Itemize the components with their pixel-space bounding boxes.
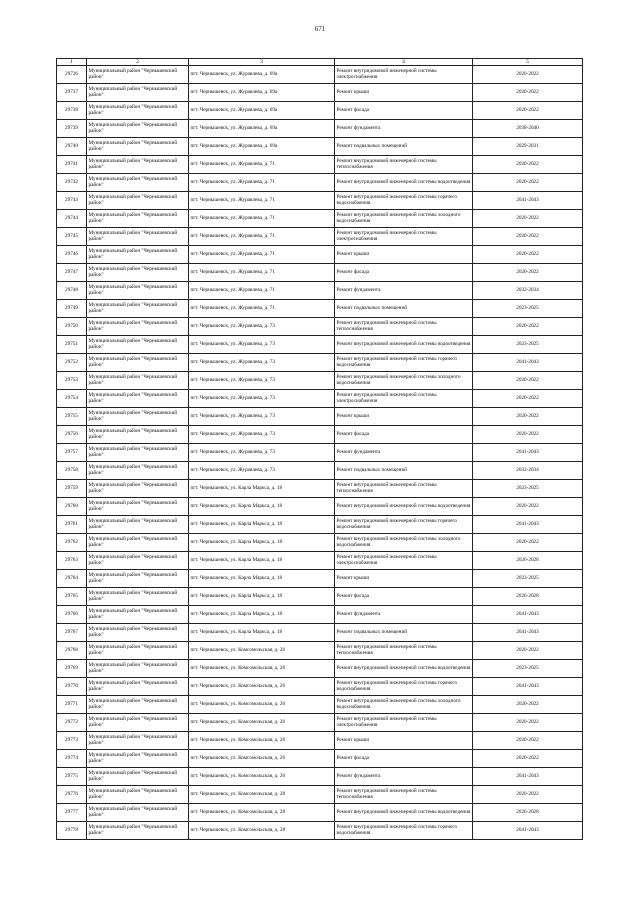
work-type-cell: Ремонт внутридомовой инженерной системы холодного водоснабжения [335,210,473,228]
table-row [57,300,583,318]
work-type-cell: Ремонт фундамента [335,606,473,624]
district-cell: Муниципальный район "Чернышевский район" [87,66,189,84]
row-number-cell: 29766 [57,606,87,624]
table-row [57,264,583,282]
address-cell: пгт. Чернышевск, ул. Журавлева, д. 73 [189,426,335,444]
table-row [57,408,583,426]
work-type-cell: Ремонт подвальных помещений [335,300,473,318]
work-type-cell: Ремонт крыши [335,84,473,102]
address-cell: пгт. Чернышевск, ул. Комсомольская, д. 26 [189,678,335,696]
registry-table [56,58,583,840]
table-row [57,318,583,336]
work-type-cell: Ремонт подвальных помещений [335,138,473,156]
work-type-cell: Ремонт внутридомовой инженерной системы водоотведения [335,498,473,516]
work-type-cell: Ремонт внутридомовой инженерной системы водоотведения [335,174,473,192]
address-cell: пгт. Чернышевск, ул. Журавлева, д. 73 [189,390,335,408]
work-type-cell: Ремонт внутридомовой инженерной системы теплоснабжения [335,786,473,804]
work-type-cell: Ремонт внутридомовой инженерной системы водоотведения [335,336,473,354]
table-row [57,102,583,120]
address-cell: пгт. Чернышевск, ул. Комсомольская, д. 28 [189,804,335,822]
district-cell: Муниципальный район "Чернышевский район" [87,732,189,750]
row-number-cell: 29769 [57,660,87,678]
work-type-cell: Ремонт фундамента [335,768,473,786]
row-number-cell: 29747 [57,264,87,282]
table-row [57,660,583,678]
work-type-cell: Ремонт фундамента [335,282,473,300]
address-cell: пгт. Чернышевск, ул. Журавлева, д. 71 [189,174,335,192]
address-cell: пгт. Чернышевск, ул. Карла Маркса, д. 18 [189,516,335,534]
period-cell: 2032-2034 [473,462,583,480]
period-cell: 2023-2025 [473,300,583,318]
period-cell: 2032-2034 [473,282,583,300]
address-cell: пгт. Чернышевск, ул. Комсомольская, д. 28 [189,786,335,804]
row-number-cell: 29756 [57,426,87,444]
row-number-cell: 29748 [57,282,87,300]
address-cell: пгт. Чернышевск, ул. Комсомольская, д. 26 [189,660,335,678]
address-cell: пгт. Чернышевск, ул. Журавлева, д. 69а [189,102,335,120]
district-cell: Муниципальный район "Чернышевский район" [87,390,189,408]
table-row [57,426,583,444]
address-cell: пгт. Чернышевск, ул. Журавлева, д. 73 [189,318,335,336]
district-cell: Муниципальный район "Чернышевский район" [87,300,189,318]
table-row [57,786,583,804]
district-cell: Муниципальный район "Чернышевский район" [87,192,189,210]
table-row [57,822,583,840]
row-number-cell: 29738 [57,102,87,120]
row-number-cell: 29764 [57,570,87,588]
work-type-cell: Ремонт крыши [335,408,473,426]
page-number: 671 [314,25,326,33]
period-cell: 2041-2043 [473,678,583,696]
table-row [57,570,583,588]
address-cell: пгт. Чернышевск, ул. Журавлева, д. 71 [189,264,335,282]
table-row [57,336,583,354]
work-type-cell: Ремонт внутридомовой инженерной системы электроснабжения [335,228,473,246]
work-type-cell: Ремонт внутридомовой инженерной системы водоотведения [335,804,473,822]
district-cell: Муниципальный район "Чернышевский район" [87,642,189,660]
period-cell: 2020-2022 [473,696,583,714]
table-row [57,156,583,174]
work-type-cell: Ремонт внутридомовой инженерной системы горячего водоснабжения [335,516,473,534]
row-number-cell: 29749 [57,300,87,318]
table-row [57,66,583,84]
period-cell: 2020-2022 [473,174,583,192]
address-cell: пгт. Чернышевск, ул. Журавлева, д. 73 [189,408,335,426]
address-cell: пгт. Чернышевск, ул. Карла Маркса, д. 18 [189,480,335,498]
period-cell: 2023-2025 [473,480,583,498]
period-cell: 2020-2022 [473,210,583,228]
district-cell: Муниципальный район "Чернышевский район" [87,660,189,678]
work-type-cell: Ремонт фасада [335,264,473,282]
table-body [57,66,583,840]
work-type-cell: Ремонт подвальных помещений [335,462,473,480]
table-row [57,498,583,516]
period-cell: 2020-2022 [473,426,583,444]
district-cell: Муниципальный район "Чернышевский район" [87,768,189,786]
table-row [57,516,583,534]
column-header: 3 [189,59,335,66]
period-cell: 2020-2022 [473,318,583,336]
table-row [57,246,583,264]
address-cell: пгт. Чернышевск, ул. Журавлева, д. 73 [189,372,335,390]
row-number-cell: 29752 [57,354,87,372]
row-number-cell: 29774 [57,750,87,768]
address-cell: пгт. Чернышевск, ул. Журавлева, д. 69а [189,138,335,156]
period-cell: 2020-2022 [473,390,583,408]
work-type-cell: Ремонт внутридомовой инженерной системы горячего водоснабжения [335,678,473,696]
column-header: 4 [335,59,473,66]
period-cell: 2020-2022 [473,264,583,282]
address-cell: пгт. Чернышевск, ул. Журавлева, д. 69а [189,120,335,138]
table-row [57,372,583,390]
period-cell: 2020-2022 [473,372,583,390]
district-cell: Муниципальный район "Чернышевский район" [87,228,189,246]
row-number-cell: 29754 [57,390,87,408]
work-type-cell: Ремонт внутридомовой инженерной системы холодного водоснабжения [335,696,473,714]
row-number-cell: 29772 [57,714,87,732]
table-row [57,552,583,570]
district-cell: Муниципальный район "Чернышевский район" [87,822,189,840]
address-cell: пгт. Чернышевск, ул. Журавлева, д. 71 [189,192,335,210]
period-cell: 2020-2022 [473,534,583,552]
address-cell: пгт. Чернышевск, ул. Комсомольская, д. 26 [189,732,335,750]
row-number-cell: 29778 [57,822,87,840]
district-cell: Муниципальный район "Чернышевский район" [87,336,189,354]
period-cell: 2038-2040 [473,120,583,138]
table-row [57,624,583,642]
row-number-cell: 29761 [57,516,87,534]
district-cell: Муниципальный район "Чернышевский район" [87,84,189,102]
work-type-cell: Ремонт фасада [335,750,473,768]
work-type-cell: Ремонт внутридомовой инженерной системы холодного водоснабжения [335,534,473,552]
column-header: 1 [57,59,87,66]
row-number-cell: 29771 [57,696,87,714]
work-type-cell: Ремонт фасада [335,588,473,606]
work-type-cell: Ремонт внутридомовой инженерной системы электроснабжения [335,390,473,408]
row-number-cell: 29753 [57,372,87,390]
period-cell: 2023-2025 [473,660,583,678]
district-cell: Муниципальный район "Чернышевский район" [87,210,189,228]
district-cell: Муниципальный район "Чернышевский район" [87,516,189,534]
period-cell: 2041-2043 [473,624,583,642]
address-cell: пгт. Чернышевск, ул. Журавлева, д. 71 [189,282,335,300]
period-cell: 2041-2043 [473,354,583,372]
address-cell: пгт. Чернышевск, ул. Комсомольская, д. 26 [189,714,335,732]
work-type-cell: Ремонт внутридомовой инженерной системы теплоснабжения [335,642,473,660]
row-number-cell: 29762 [57,534,87,552]
period-cell: 2026-2028 [473,552,583,570]
address-cell: пгт. Чернышевск, ул. Карла Маркса, д. 18 [189,588,335,606]
district-cell: Муниципальный район "Чернышевский район" [87,282,189,300]
row-number-cell: 29745 [57,228,87,246]
row-number-cell: 29775 [57,768,87,786]
table-row [57,138,583,156]
table-row [57,210,583,228]
period-cell: 2020-2022 [473,84,583,102]
column-header: 5 [473,59,583,66]
table-row [57,480,583,498]
table-row [57,768,583,786]
table-row [57,462,583,480]
table-row [57,444,583,462]
table-row [57,696,583,714]
period-cell: 2041-2043 [473,192,583,210]
period-cell: 2020-2022 [473,228,583,246]
address-cell: пгт. Чернышевск, ул. Комсомольская, д. 26 [189,750,335,768]
address-cell: пгт. Чернышевск, ул. Карла Маркса, д. 18 [189,624,335,642]
district-cell: Муниципальный район "Чернышевский район" [87,498,189,516]
period-cell: 2041-2043 [473,606,583,624]
period-cell: 2020-2022 [473,786,583,804]
table-row [57,282,583,300]
row-number-cell: 29744 [57,210,87,228]
work-type-cell: Ремонт крыши [335,732,473,750]
table-row [57,390,583,408]
address-cell: пгт. Чернышевск, ул. Журавлева, д. 69а [189,66,335,84]
table-row [57,606,583,624]
table-row [57,714,583,732]
address-cell: пгт. Чернышевск, ул. Карла Маркса, д. 18 [189,534,335,552]
table-row [57,354,583,372]
address-cell: пгт. Чернышевск, ул. Комсомольская, д. 26 [189,642,335,660]
period-cell: 2023-2025 [473,570,583,588]
period-cell: 2041-2043 [473,768,583,786]
row-number-cell: 29737 [57,84,87,102]
address-cell: пгт. Чернышевск, ул. Карла Маркса, д. 18 [189,606,335,624]
address-cell: пгт. Чернышевск, ул. Журавлева, д. 73 [189,462,335,480]
district-cell: Муниципальный район "Чернышевский район" [87,480,189,498]
address-cell: пгт. Чернышевск, ул. Журавлева, д. 71 [189,300,335,318]
period-cell: 2029-2031 [473,138,583,156]
row-number-cell: 29765 [57,588,87,606]
district-cell: Муниципальный район "Чернышевский район" [87,606,189,624]
address-cell: пгт. Чернышевск, ул. Журавлева, д. 73 [189,444,335,462]
table-row [57,84,583,102]
district-cell: Муниципальный район "Чернышевский район" [87,138,189,156]
row-number-cell: 29746 [57,246,87,264]
district-cell: Муниципальный район "Чернышевский район" [87,678,189,696]
period-cell: 2020-2022 [473,498,583,516]
address-cell: пгт. Чернышевск, ул. Комсомольская, д. 26 [189,696,335,714]
period-cell: 2041-2043 [473,822,583,840]
work-type-cell: Ремонт фасада [335,426,473,444]
period-cell: 2026-2028 [473,804,583,822]
district-cell: Муниципальный район "Чернышевский район" [87,804,189,822]
period-cell: 2020-2022 [473,408,583,426]
table-row [57,534,583,552]
work-type-cell: Ремонт внутридомовой инженерной системы водоотведения [335,660,473,678]
table-row [57,228,583,246]
row-number-cell: 29777 [57,804,87,822]
district-cell: Муниципальный район "Чернышевский район" [87,354,189,372]
row-number-cell: 29739 [57,120,87,138]
row-number-cell: 29773 [57,732,87,750]
period-cell: 2020-2022 [473,750,583,768]
district-cell: Муниципальный район "Чернышевский район" [87,570,189,588]
period-cell: 2020-2022 [473,714,583,732]
row-number-cell: 29741 [57,156,87,174]
district-cell: Муниципальный район "Чернышевский район" [87,714,189,732]
district-cell: Муниципальный район "Чернышевский район" [87,408,189,426]
work-type-cell: Ремонт внутридомовой инженерной системы теплоснабжения [335,480,473,498]
work-type-cell: Ремонт внутридомовой инженерной системы электроснабжения [335,552,473,570]
table-row [57,174,583,192]
work-type-cell: Ремонт крыши [335,570,473,588]
district-cell: Муниципальный район "Чернышевский район" [87,552,189,570]
address-cell: пгт. Чернышевск, ул. Журавлева, д. 71 [189,156,335,174]
row-number-cell: 29767 [57,624,87,642]
table-row [57,678,583,696]
work-type-cell: Ремонт внутридомовой инженерной системы теплоснабжения [335,156,473,174]
row-number-cell: 29743 [57,192,87,210]
work-type-cell: Ремонт внутридомовой инженерной системы электроснабжения [335,66,473,84]
address-cell: пгт. Чернышевск, ул. Журавлева, д. 71 [189,246,335,264]
row-number-cell: 29755 [57,408,87,426]
address-cell: пгт. Чернышевск, ул. Журавлева, д. 73 [189,354,335,372]
district-cell: Муниципальный район "Чернышевский район" [87,246,189,264]
work-type-cell: Ремонт внутридомовой инженерной системы горячего водоснабжения [335,822,473,840]
period-cell: 2020-2022 [473,102,583,120]
address-cell: пгт. Чернышевск, ул. Журавлева, д. 71 [189,210,335,228]
period-cell: 2020-2022 [473,156,583,174]
table-row [57,120,583,138]
district-cell: Муниципальный район "Чернышевский район" [87,372,189,390]
row-number-cell: 29742 [57,174,87,192]
district-cell: Муниципальный район "Чернышевский район" [87,318,189,336]
district-cell: Муниципальный район "Чернышевский район" [87,426,189,444]
address-cell: пгт. Чернышевск, ул. Журавлева, д. 69а [189,84,335,102]
row-number-cell: 29751 [57,336,87,354]
row-number-cell: 29740 [57,138,87,156]
work-type-cell: Ремонт подвальных помещений [335,624,473,642]
period-cell: 2020-2022 [473,246,583,264]
row-number-cell: 29776 [57,786,87,804]
address-cell: пгт. Чернышевск, ул. Журавлева, д. 71 [189,228,335,246]
column-header: 2 [87,59,189,66]
period-cell: 2026-2028 [473,588,583,606]
row-number-cell: 29760 [57,498,87,516]
table-row [57,732,583,750]
address-cell: пгт. Чернышевск, ул. Комсомольская, д. 26 [189,768,335,786]
period-cell: 2041-2043 [473,444,583,462]
work-type-cell: Ремонт фасада [335,102,473,120]
table-row [57,804,583,822]
work-type-cell: Ремонт внутридомовой инженерной системы горячего водоснабжения [335,354,473,372]
row-number-cell: 29759 [57,480,87,498]
table-row [57,588,583,606]
period-cell: 2020-2022 [473,66,583,84]
row-number-cell: 29770 [57,678,87,696]
district-cell: Муниципальный район "Чернышевский район" [87,624,189,642]
period-cell: 2020-2022 [473,642,583,660]
work-type-cell: Ремонт внутридомовой инженерной системы холодного водоснабжения [335,372,473,390]
row-number-cell: 29750 [57,318,87,336]
work-type-cell: Ремонт внутридомовой инженерной системы теплоснабжения [335,318,473,336]
address-cell: пгт. Чернышевск, ул. Карла Маркса, д. 18 [189,498,335,516]
period-cell: 2023-2025 [473,336,583,354]
district-cell: Муниципальный район "Чернышевский район" [87,462,189,480]
period-cell: 2020-2022 [473,732,583,750]
work-type-cell: Ремонт внутридомовой инженерной системы электроснабжения [335,714,473,732]
address-cell: пгт. Чернышевск, ул. Карла Маркса, д. 18 [189,552,335,570]
work-type-cell: Ремонт крыши [335,246,473,264]
address-cell: пгт. Чернышевск, ул. Карла Маркса, д. 18 [189,570,335,588]
work-type-cell: Ремонт фундамента [335,444,473,462]
district-cell: Муниципальный район "Чернышевский район" [87,588,189,606]
district-cell: Муниципальный район "Чернышевский район" [87,156,189,174]
district-cell: Муниципальный район "Чернышевский район" [87,696,189,714]
district-cell: Муниципальный район "Чернышевский район" [87,174,189,192]
address-cell: пгт. Чернышевск, ул. Комсомольская, д. 28 [189,822,335,840]
district-cell: Муниципальный район "Чернышевский район" [87,444,189,462]
district-cell: Муниципальный район "Чернышевский район" [87,534,189,552]
district-cell: Муниципальный район "Чернышевский район" [87,264,189,282]
table-row [57,642,583,660]
row-number-cell: 29758 [57,462,87,480]
district-cell: Муниципальный район "Чернышевский район" [87,750,189,768]
work-type-cell: Ремонт внутридомовой инженерной системы горячего водоснабжения [335,192,473,210]
district-cell: Муниципальный район "Чернышевский район" [87,102,189,120]
table-row [57,750,583,768]
address-cell: пгт. Чернышевск, ул. Журавлева, д. 73 [189,336,335,354]
column-number-row [57,59,583,66]
row-number-cell: 29768 [57,642,87,660]
row-number-cell: 29763 [57,552,87,570]
period-cell: 2041-2043 [473,516,583,534]
table-row [57,192,583,210]
district-cell: Муниципальный район "Чернышевский район" [87,786,189,804]
work-type-cell: Ремонт фундамента [335,120,473,138]
district-cell: Муниципальный район "Чернышевский район" [87,120,189,138]
row-number-cell: 29736 [57,66,87,84]
row-number-cell: 29757 [57,444,87,462]
